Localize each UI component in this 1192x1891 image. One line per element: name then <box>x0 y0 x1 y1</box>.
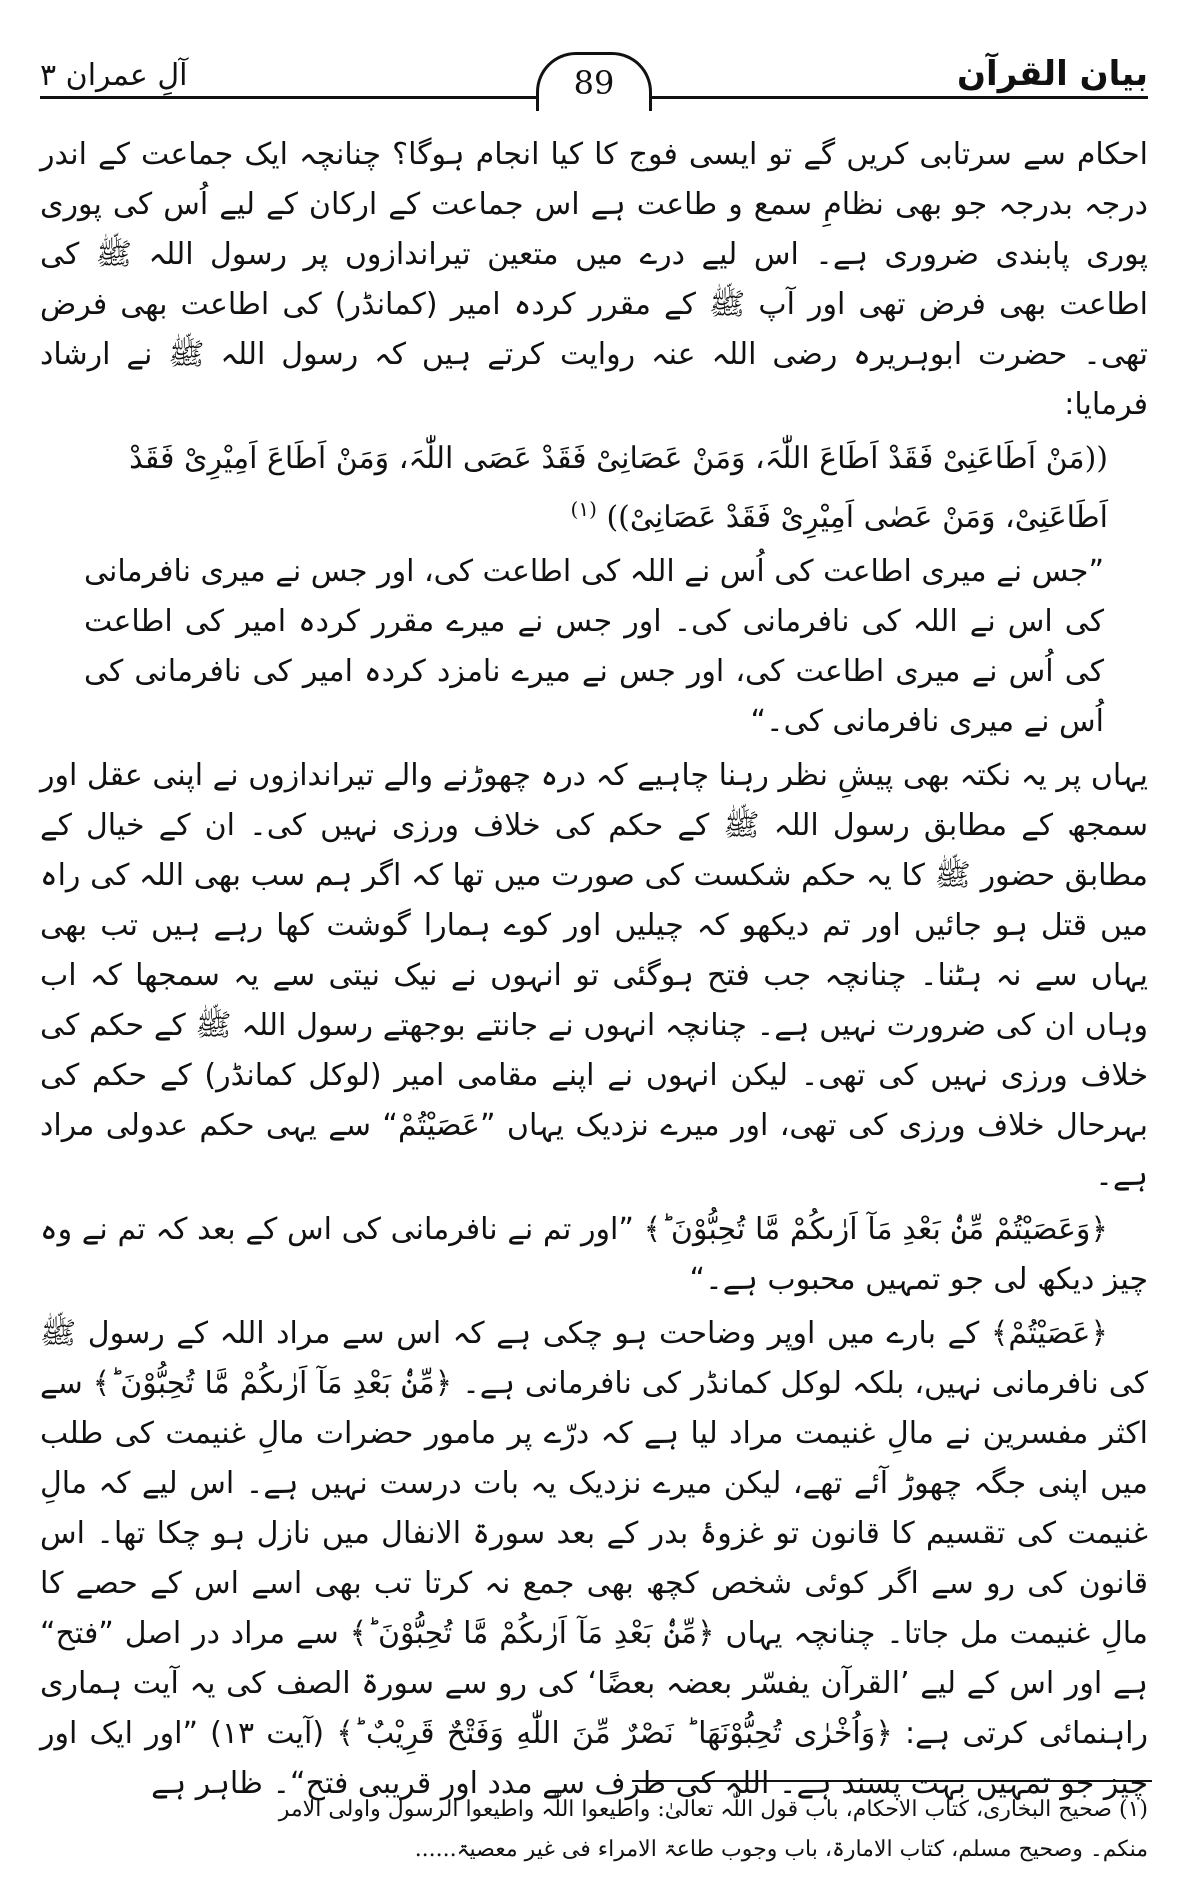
footnote-1-line-2: منکم۔ وصحیح مسلم، کتاب الامارۃ، باب وجوب طاعۃ الامراء فی غیر معصیۃ...... <box>414 1837 1148 1862</box>
surah-name: آلِ عمران ۳ <box>40 58 198 93</box>
page-number: 89 <box>536 52 652 111</box>
paragraph-1: احکام سے سرتابی کریں گے تو ایسی فوج کا کیا انجام ہوگا؟ چنانچہ ایک جماعت کے اندر درجہ بدرجہ جو بھی نظامِ سمع و طاعت ہے اس جماعت کے ارکان کے لیے اُس کی پوری پوری پابندی ضروری ہے۔ اس لیے درے میں متعین تیراندازوں پر رسول اللہ ﷺ کی اطاعت بھی فرض تھی اور آپ ﷺ کے مقرر کردہ امیر (کمانڈر) کی اطاعت بھی فرض تھی۔ حضرت ابوہریرہ رضی اللہ عنہ روایت کرتے ہیں کہ رسول اللہ ﷺ نے ارشاد فرمایا: <box>40 137 1148 422</box>
hadith-translation: ”جس نے میری اطاعت کی اُس نے اللہ کی اطاعت کی، اور جس نے میری نافرمانی کی اس نے اللہ کی نافرمانی کی۔ اور جس نے میرے مقرر کردہ امیر کی اطاعت کی اُس نے میری اطاعت کی، اور جس نے میرے نامزد کردہ امیر کی نافرمانی کی اُس نے میری نافرمانی کی۔“ <box>84 554 1104 739</box>
page-header <box>40 52 1148 112</box>
book-title: بیان القرآن <box>947 54 1148 94</box>
footnote-ref: (۱) <box>570 497 597 521</box>
footnotes <box>40 1790 1148 1870</box>
footnote-1-line-1: (۱) صحیح البخاری، کتاب الاحکام، باب قول اللّٰہ تعالیٰ: واطیعوا اللّٰہ واطیعوا الرسول واولی الامر <box>278 1797 1148 1822</box>
hadith-text: ((مَنْ اَطَاعَنِیْ فَقَدْ اَطَاعَ اللّٰہَ، وَمَنْ عَصَانِیْ فَقَدْ عَصَی اللّٰہَ، وَمَنْ اَطَاعَ اَمِیْرِیْ فَقَدْ اَطَاعَنِیْ، وَمَنْ عَصٰی اَمِیْرِیْ فَقَدْ عَصَانِیْ)) <box>129 441 1108 535</box>
paragraph-2: یہاں پر یہ نکتہ بھی پیشِ نظر رہنا چاہیے کہ درہ چھوڑنے والے تیراندازوں نے اپنی عقل اور سمجھ کے مطابق رسول اللہ ﷺ کے حکم کی خلاف ورزی نہیں کی۔ ان کے خیال کے مطابق حضور ﷺ کا یہ حکم شکست کی صورت میں تھا کہ اگر ہم سب بھی اللہ کی راہ میں قتل ہو جائیں اور تم دیکھو کہ چیلیں اور کوے ہمارا گوشت کھا رہے ہیں تب بھی یہاں سے نہ ہٹنا۔ چنانچہ جب فتح ہوگئی تو انہوں نے نیک نیتی سے یہ سمجھا کہ اب وہاں ان کی ضرورت نہیں ہے۔ چنانچہ انہوں نے جانتے بوجھتے رسول اللہ ﷺ کے حکم کی خلاف ورزی نہیں کی تھی۔ لیکن انہوں نے اپنے مقامی امیر (لوکل کمانڈر) کے حکم کی بہرحال خلاف ورزی کی تھی، اور میرے نزدیک یہاں ”عَصَیْتُمْ“ سے یہی حکم عدولی مراد ہے۔ <box>40 758 1148 1193</box>
hadith-arabic <box>80 434 1108 543</box>
paragraph-3: ﴿وَعَصَیْتُمْ مِّنْۢ بَعْدِ مَآ اَرٰىكُمْ مَّا تُحِبُّوْنَ ؕ﴾ ”اور تم نے نافرمانی کی اس کے بعد کہ تم نے وہ چیز دیکھ لی جو تمہیں محبوب ہے۔“ <box>40 1212 1148 1297</box>
footnote-rule <box>632 1780 1152 1782</box>
paragraph-4: ﴿عَصَیْتُمْ﴾ کے بارے میں اوپر وضاحت ہو چکی ہے کہ اس سے مراد اللہ کے رسول ﷺ کی نافرمانی نہیں، بلکہ لوکل کمانڈر کی نافرمانی ہے۔ ﴿مِّنْۢ بَعْدِ مَآ اَرٰىكُمْ مَّا تُحِبُّوْنَ ؕ﴾ سے اکثر مفسرین نے مالِ غنیمت مراد لیا ہے کہ درّے پر مامور حضرات مالِ غنیمت کی طلب میں اپنی جگہ چھوڑ آئے تھے، لیکن میرے نزدیک یہ بات درست نہیں ہے۔ اس لیے کہ مالِ غنیمت کی تقسیم کا قانون تو غزوۂ بدر کے بعد سورۃ الانفال میں نازل ہو چکا تھا۔ اس قانون کی رو سے اگر کوئی شخص کچھ بھی جمع نہ کرتا تب بھی اسے اس کے حصے کا مالِ غنیمت مل جاتا۔ چنانچہ یہاں ﴿مِّنْۢ بَعْدِ مَآ اَرٰىكُمْ مَّا تُحِبُّوْنَ ؕ﴾ سے مراد در اصل ”فتح“ ہے اور اس کے لیے ’القرآن یفسّر بعضہ بعضًا‘ کی رو سے سورۃ الصف کی یہ آیت ہماری راہنمائی کرتی ہے: ﴿وَاُخْرٰى تُحِبُّوْنَهَا ؕ نَصْرٌ مِّنَ اللّٰهِ وَفَتْحٌ قَرِیْبٌ ؕ﴾ (آیت ۱۳) ”اور ایک اور چیز جو تمہیں بہت پسند ہے۔ اللہ کی طرف سے مدد اور قریبی فتح“۔ ظاہر ہے <box>40 1316 1148 1801</box>
main-text <box>40 130 1148 1813</box>
